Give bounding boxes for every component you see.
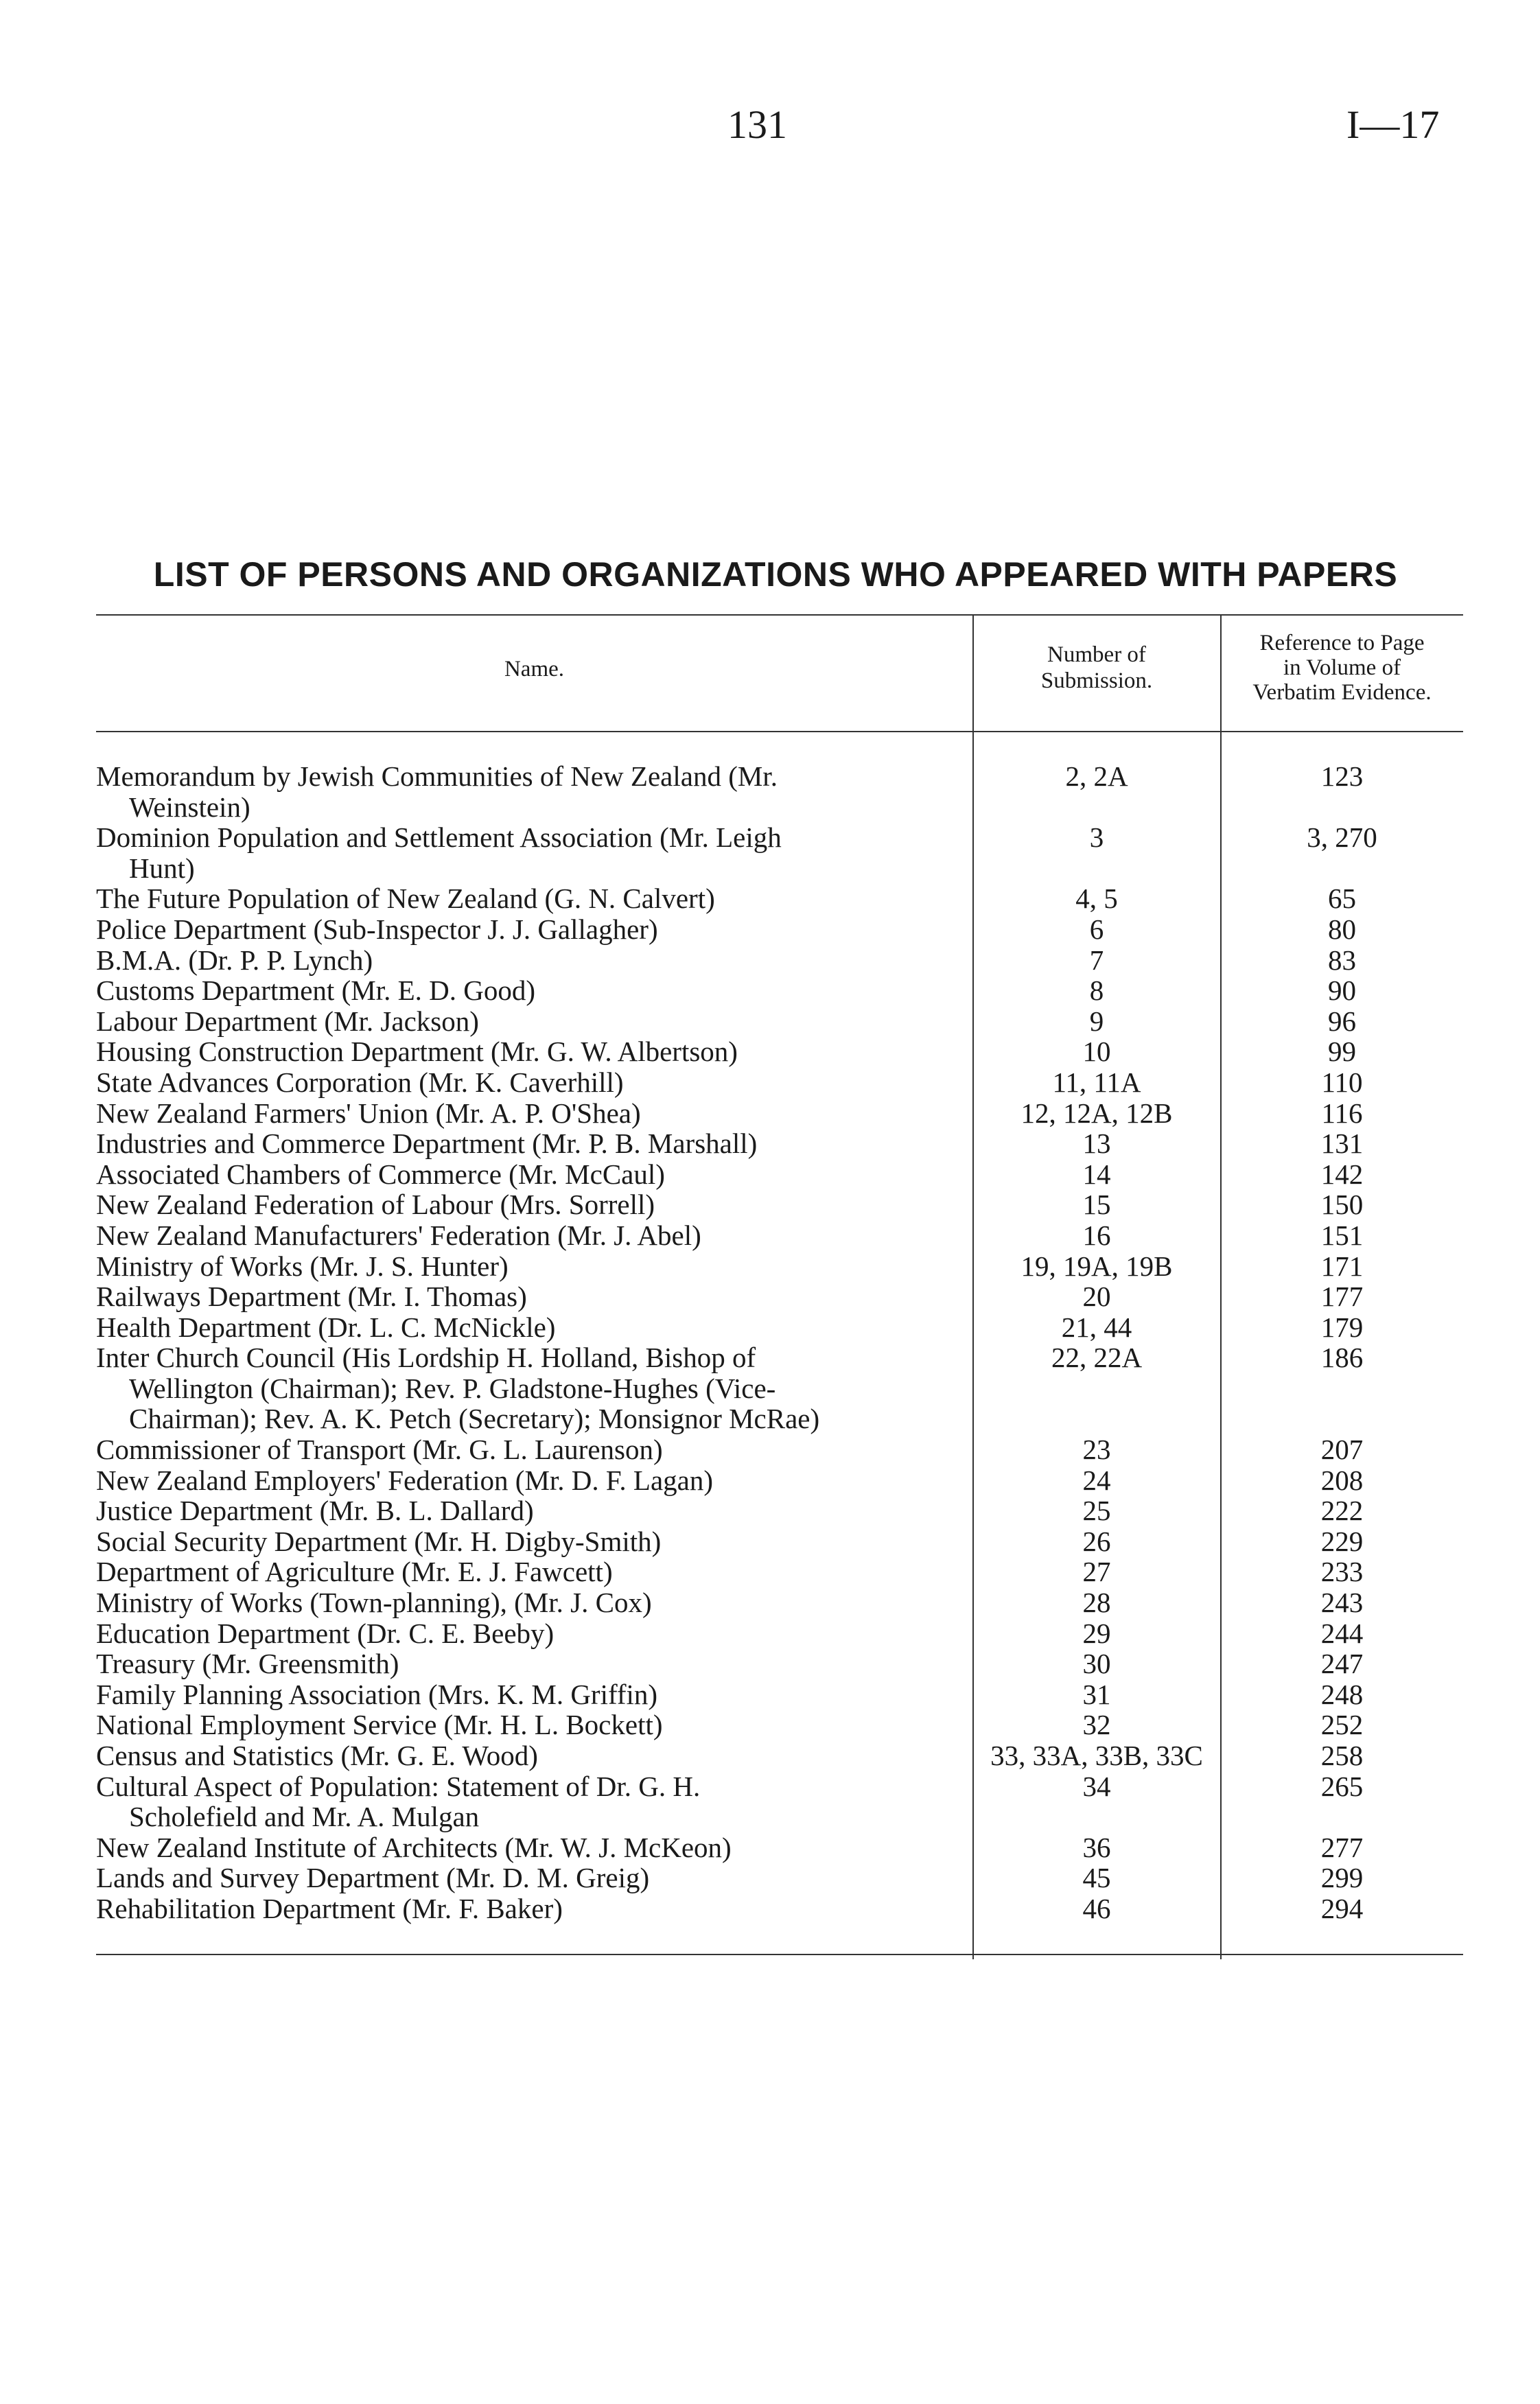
table-row <box>96 975 1463 1006</box>
row-page-reference: 123 <box>1320 760 1364 792</box>
row-submission-number: 46 <box>1082 1892 1111 1924</box>
row-name: New Zealand Farmers' Union (Mr. A. P. O'Shea) <box>96 1097 641 1129</box>
row-submission-number: 32 <box>1082 1709 1111 1741</box>
table-row <box>96 1128 1463 1159</box>
row-page-reference: 248 <box>1320 1678 1364 1710</box>
row-name: Social Security Department (Mr. H. Digby-Smith) <box>96 1525 662 1557</box>
row-page-reference: 99 <box>1328 1036 1356 1068</box>
row-submission-number: 3 <box>1089 821 1104 854</box>
row-submission-number: 12, 12A, 12B <box>1020 1097 1173 1129</box>
row-name: Rehabilitation Department (Mr. F. Baker) <box>96 1892 563 1924</box>
row-name: New Zealand Federation of Labour (Mrs. Sorrell) <box>96 1189 655 1221</box>
row-submission-number: 22, 22A <box>1051 1342 1143 1374</box>
row-page-reference: 265 <box>1320 1770 1364 1802</box>
submissions-table <box>96 614 1463 1924</box>
row-name: New Zealand Manufacturers' Federation (Mr. J. Abel) <box>96 1219 701 1251</box>
table-header-rule <box>96 731 1463 732</box>
row-page-reference: 83 <box>1328 944 1356 976</box>
row-name: Census and Statistics (Mr. G. E. Wood) <box>96 1740 538 1771</box>
row-page-reference: 277 <box>1320 1831 1364 1863</box>
row-page-reference: 65 <box>1328 883 1356 915</box>
row-submission-number: 15 <box>1082 1189 1111 1221</box>
row-submission-number: 7 <box>1089 944 1104 976</box>
row-submission-number: 33, 33A, 33B, 33C <box>990 1740 1203 1771</box>
table-row <box>96 1679 1463 1710</box>
row-name: Justice Department (Mr. B. L. Dallard) <box>96 1495 534 1527</box>
row-submission-number: 24 <box>1082 1464 1111 1496</box>
row-submission-number: 30 <box>1082 1648 1111 1680</box>
table-row <box>96 883 1463 914</box>
row-page-reference: 244 <box>1320 1617 1364 1649</box>
table-row <box>96 1189 1463 1220</box>
table-row <box>96 1618 1463 1649</box>
table-row <box>96 1709 1463 1740</box>
row-page-reference: 142 <box>1320 1158 1364 1190</box>
table-row <box>96 1740 1463 1771</box>
row-page-reference: 294 <box>1320 1892 1364 1924</box>
table-body <box>96 761 1463 1924</box>
row-submission-number: 4, 5 <box>1075 883 1118 915</box>
row-name: Education Department (Dr. C. E. Beeby) <box>96 1617 555 1649</box>
column-header-reference: Reference to Page in Volume of Verbatim Evidence. <box>1252 631 1432 705</box>
row-submission-number: 31 <box>1082 1678 1111 1710</box>
row-page-reference: 258 <box>1320 1740 1364 1771</box>
row-name: Railways Department (Mr. I. Thomas) <box>96 1281 527 1313</box>
row-submission-number: 9 <box>1089 1005 1104 1037</box>
row-submission-number: 11, 11A <box>1052 1066 1141 1098</box>
row-name: Memorandum by Jewish Communities of New Zealand (Mr. Weinstein) <box>96 760 778 823</box>
row-name: Commissioner of Transport (Mr. G. L. Laurenson) <box>96 1434 663 1466</box>
row-name: State Advances Corporation (Mr. K. Caverhill) <box>96 1066 624 1098</box>
row-name: Labour Department (Mr. Jackson) <box>96 1005 479 1037</box>
document-reference: I—17 <box>1346 102 1440 147</box>
row-page-reference: 229 <box>1320 1525 1364 1557</box>
row-page-reference: 233 <box>1320 1556 1364 1588</box>
row-submission-number: 8 <box>1089 975 1104 1007</box>
table-row <box>96 1832 1463 1863</box>
row-submission-number: 45 <box>1082 1862 1111 1894</box>
table-row <box>96 1006 1463 1037</box>
page-title: LIST OF PERSONS AND ORGANIZATIONS WHO APPEARED WITH PAPERS <box>153 555 1398 594</box>
table-row <box>96 1251 1463 1282</box>
row-name: Associated Chambers of Commerce (Mr. McCaul) <box>96 1158 665 1190</box>
row-name: New Zealand Institute of Architects (Mr. W. J. McKeon) <box>96 1831 732 1863</box>
table-row <box>96 761 1463 822</box>
row-submission-number: 20 <box>1082 1281 1111 1313</box>
row-page-reference: 110 <box>1321 1066 1363 1098</box>
row-name: Customs Department (Mr. E. D. Good) <box>96 975 535 1007</box>
table-row <box>96 1893 1463 1924</box>
table-row <box>96 822 1463 883</box>
row-page-reference: 299 <box>1320 1862 1364 1894</box>
table-row <box>96 1465 1463 1496</box>
row-name: Department of Agriculture (Mr. E. J. Fawcett) <box>96 1556 613 1588</box>
row-name: Housing Construction Department (Mr. G. W. Albertson) <box>96 1036 738 1068</box>
row-submission-number: 28 <box>1082 1587 1111 1619</box>
table-row <box>96 1587 1463 1618</box>
table-row <box>96 1526 1463 1557</box>
table-row <box>96 1342 1463 1434</box>
row-submission-number: 26 <box>1082 1525 1111 1557</box>
table-row <box>96 1556 1463 1587</box>
row-submission-number: 36 <box>1082 1831 1111 1863</box>
table-row <box>96 1648 1463 1679</box>
row-name: Lands and Survey Department (Mr. D. M. Greig) <box>96 1862 650 1894</box>
row-page-reference: 186 <box>1320 1342 1364 1374</box>
row-submission-number: 27 <box>1082 1556 1111 1588</box>
table-row <box>96 945 1463 976</box>
row-name: Inter Church Council (His Lordship H. Holland, Bishop of Wellington (Chairman); Rev. P. Gladstone-Hughes (Vice- Chairman); Rev. A. K. Petch (Secretary); Monsignor McRae) <box>96 1342 820 1435</box>
row-page-reference: 179 <box>1320 1311 1364 1343</box>
row-page-reference: 151 <box>1320 1219 1364 1251</box>
row-page-reference: 150 <box>1320 1189 1364 1221</box>
table-row <box>96 1281 1463 1312</box>
row-name: The Future Population of New Zealand (G. N. Calvert) <box>96 883 715 915</box>
row-name: Dominion Population and Settlement Association (Mr. Leigh Hunt) <box>96 821 782 884</box>
column-header-name: Name. <box>504 657 565 681</box>
row-submission-number: 14 <box>1082 1158 1111 1190</box>
row-name: Treasury (Mr. Greensmith) <box>96 1648 399 1680</box>
row-page-reference: 207 <box>1320 1434 1364 1466</box>
row-page-reference: 247 <box>1320 1648 1364 1680</box>
row-submission-number: 2, 2A <box>1065 760 1128 792</box>
row-page-reference: 80 <box>1328 913 1356 945</box>
row-submission-number: 16 <box>1082 1219 1111 1251</box>
row-page-reference: 208 <box>1320 1464 1364 1496</box>
row-page-reference: 177 <box>1320 1281 1364 1313</box>
row-submission-number: 29 <box>1082 1617 1111 1649</box>
row-submission-number: 25 <box>1082 1495 1111 1527</box>
row-page-reference: 116 <box>1321 1097 1363 1129</box>
table-row <box>96 1434 1463 1465</box>
row-name: B.M.A. (Dr. P. P. Lynch) <box>96 944 373 976</box>
row-submission-number: 19, 19A, 19B <box>1020 1250 1173 1282</box>
row-name: Ministry of Works (Town-planning), (Mr. J. Cox) <box>96 1587 652 1619</box>
row-name: Industries and Commerce Department (Mr. P. B. Marshall) <box>96 1128 758 1160</box>
row-submission-number: 34 <box>1082 1770 1111 1802</box>
row-submission-number: 10 <box>1082 1036 1111 1068</box>
row-name: Family Planning Association (Mrs. K. M. Griffin) <box>96 1678 658 1710</box>
row-submission-number: 23 <box>1082 1434 1111 1466</box>
table-row <box>96 1036 1463 1067</box>
row-page-reference: 90 <box>1328 975 1356 1007</box>
row-submission-number: 21, 44 <box>1061 1311 1132 1343</box>
row-submission-number: 6 <box>1089 913 1104 945</box>
table-row <box>96 1067 1463 1098</box>
table-header <box>96 616 1463 731</box>
row-page-reference: 222 <box>1320 1495 1364 1527</box>
table-row <box>96 914 1463 945</box>
row-page-reference: 96 <box>1328 1005 1356 1037</box>
table-row <box>96 1098 1463 1129</box>
table-row <box>96 1159 1463 1190</box>
row-page-reference: 252 <box>1320 1709 1364 1741</box>
table-row <box>96 1312 1463 1343</box>
row-name: Police Department (Sub-Inspector J. J. Gallagher) <box>96 913 658 945</box>
table-row <box>96 1863 1463 1893</box>
page-number: 131 <box>727 102 787 147</box>
table-bottom-rule <box>96 1954 1463 1955</box>
row-submission-number: 13 <box>1082 1128 1111 1160</box>
row-name: National Employment Service (Mr. H. L. Bockett) <box>96 1709 663 1741</box>
table-row <box>96 1771 1463 1832</box>
row-name: Health Department (Dr. L. C. McNickle) <box>96 1311 556 1343</box>
column-header-number: Number of Submission. <box>1040 642 1153 693</box>
row-name: Ministry of Works (Mr. J. S. Hunter) <box>96 1250 509 1282</box>
table-row <box>96 1220 1463 1251</box>
table-row <box>96 1495 1463 1526</box>
row-page-reference: 131 <box>1320 1128 1364 1160</box>
row-page-reference: 3, 270 <box>1307 821 1377 854</box>
row-page-reference: 243 <box>1320 1587 1364 1619</box>
row-name: New Zealand Employers' Federation (Mr. D. F. Lagan) <box>96 1464 714 1496</box>
row-page-reference: 171 <box>1320 1250 1364 1282</box>
row-name: Cultural Aspect of Population: Statement of Dr. G. H. Scholefield and Mr. A. Mulgan <box>96 1770 701 1833</box>
